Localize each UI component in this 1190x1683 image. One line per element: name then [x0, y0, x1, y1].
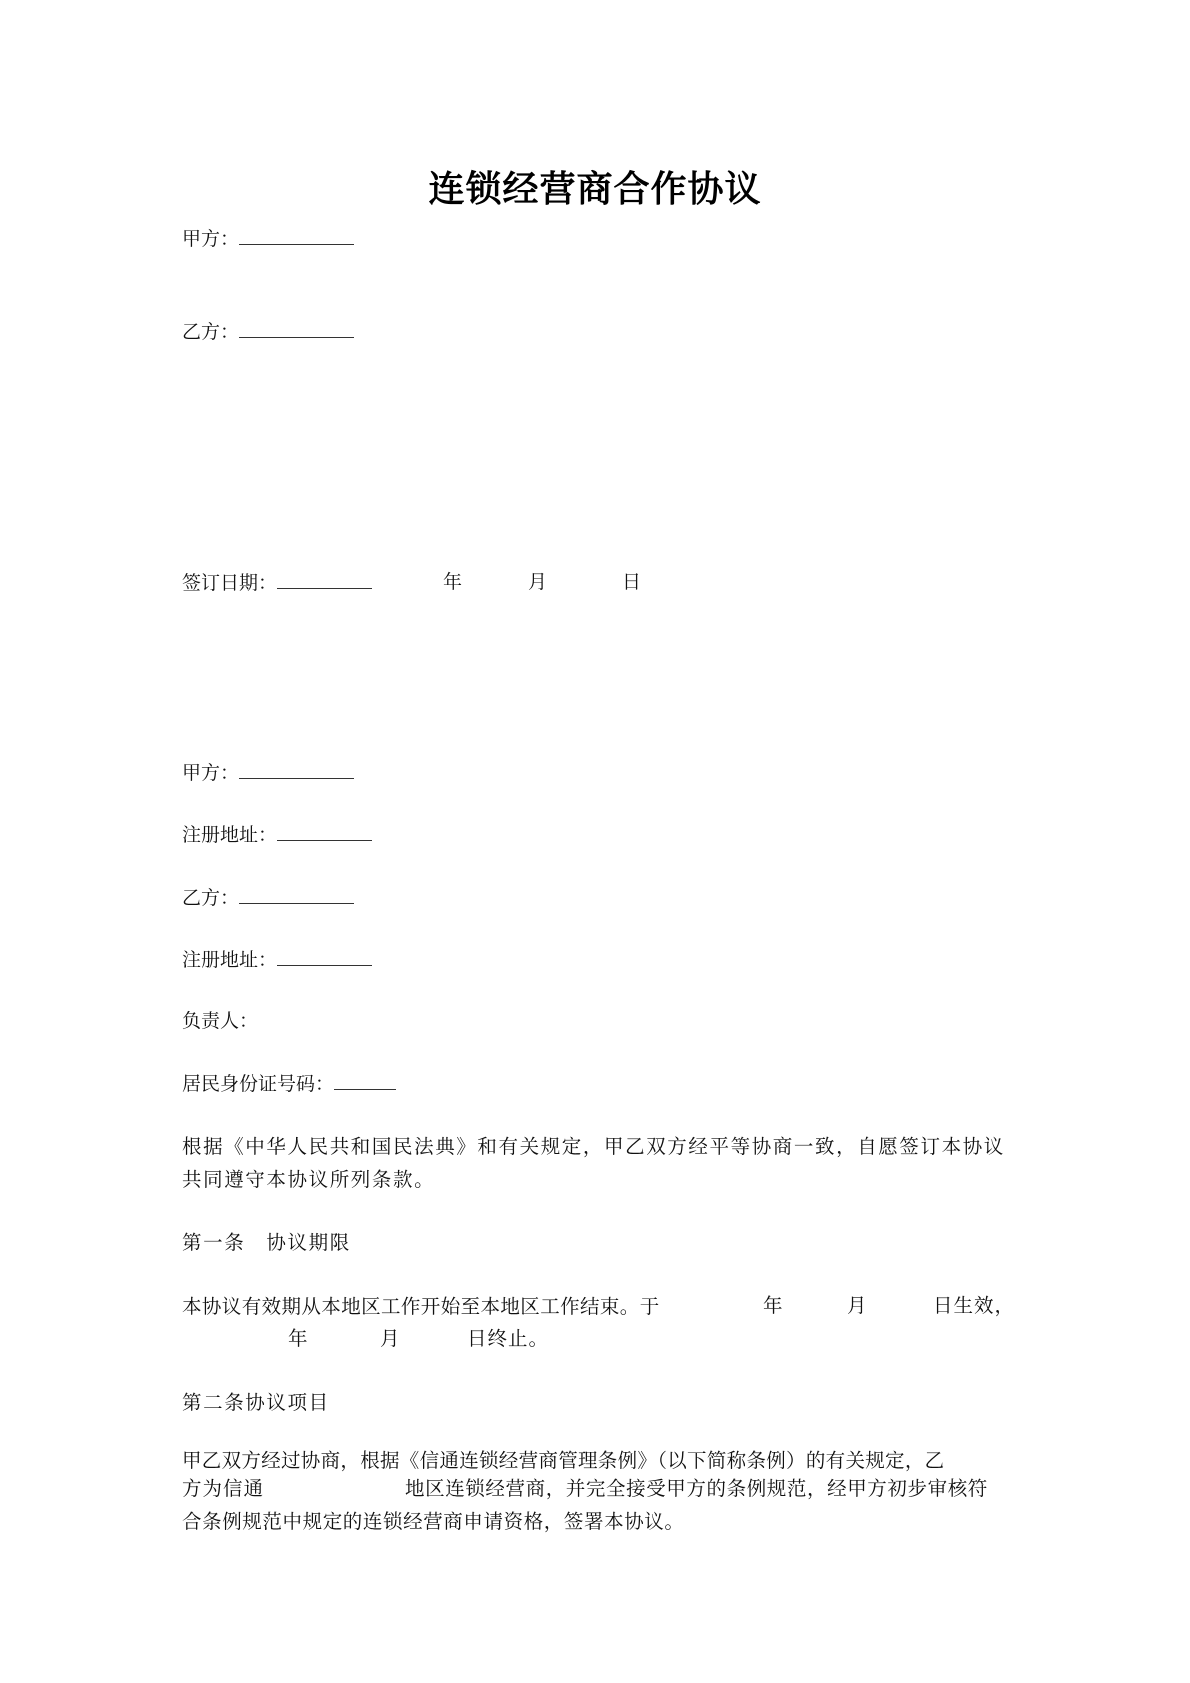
sign-date-line — [182, 570, 372, 595]
party-a-address-label: 注册地址： — [182, 824, 278, 846]
article-2-line-3: 合条例规范中规定的连锁经营商申请资格，签署本协议。 — [182, 1510, 685, 1533]
sign-date-label: 签订日期： — [182, 572, 278, 594]
document-title: 连锁经营商合作协议 — [428, 169, 762, 210]
cover-party-a — [182, 226, 354, 251]
id-number-line — [182, 1071, 396, 1096]
preamble-line-1: 根据《中华人民共和国民法典》和有关规定，甲乙双方经平等协商一致，自愿签订本协议 — [182, 1135, 1005, 1158]
party-b-label: 乙方： — [182, 887, 240, 909]
sign-date-year: 年 — [443, 571, 463, 593]
article-2-heading — [182, 1386, 1012, 1419]
article-2-line-2-start: 方为信通 — [182, 1477, 265, 1500]
article-1-line-1 — [182, 1290, 1012, 1323]
article-1-end-year: 年 — [288, 1327, 308, 1350]
party-b-address-line — [182, 947, 372, 972]
article-2-heading-text: 第二条协议项目 — [182, 1391, 330, 1414]
article-1-start-month: 月 — [847, 1294, 867, 1317]
party-a-address-line — [182, 822, 372, 847]
article-1-effective: 日生效， — [933, 1294, 1016, 1317]
sign-date-day: 日 — [622, 571, 642, 593]
party-a-label: 甲方： — [182, 762, 240, 784]
article-1-start-year: 年 — [763, 1294, 783, 1317]
party-a-line — [182, 760, 354, 785]
cover-party-b-blank[interactable] — [239, 319, 354, 338]
article-1-line-1-start: 本协议有效期从本地区工作开始至本地区工作结束。于 — [182, 1295, 660, 1318]
cover-party-a-label: 甲方： — [182, 228, 240, 250]
article-1-heading-text: 第一条 协议期限 — [182, 1231, 351, 1254]
sign-date-blank[interactable] — [277, 570, 372, 589]
article-1-terminate: 日终止。 — [467, 1327, 550, 1350]
party-b-address-label: 注册地址： — [182, 949, 278, 971]
id-number-blank[interactable] — [334, 1071, 396, 1090]
article-2-line-2-end: 地区连锁经营商，并完全接受甲方的条例规范，经甲方初步审核符 — [405, 1477, 988, 1500]
id-number-label: 居民身份证号码： — [182, 1073, 335, 1095]
sign-date-month: 月 — [528, 571, 548, 593]
party-b-line — [182, 885, 354, 910]
responsible-person-label: 负责人： — [182, 1010, 259, 1032]
cover-party-a-blank[interactable] — [239, 226, 354, 245]
article-2-line-1: 甲乙双方经过协商，根据《信通连锁经营商管理条例》（以下简称条例）的有关规定，乙 — [182, 1449, 945, 1472]
article-1-heading — [182, 1226, 1012, 1259]
cover-party-b-label: 乙方： — [182, 321, 240, 343]
responsible-person-line — [182, 1009, 258, 1033]
party-b-blank[interactable] — [239, 885, 354, 904]
party-b-address-blank[interactable] — [277, 947, 372, 966]
cover-party-b — [182, 319, 354, 344]
party-a-blank[interactable] — [239, 760, 354, 779]
party-a-address-blank[interactable] — [277, 822, 372, 841]
preamble — [182, 1130, 1012, 1196]
article-2-body — [182, 1444, 1012, 1477]
preamble-line-2: 共同遵守本协议所列条款。 — [182, 1168, 436, 1191]
article-1-end-month: 月 — [380, 1327, 400, 1350]
